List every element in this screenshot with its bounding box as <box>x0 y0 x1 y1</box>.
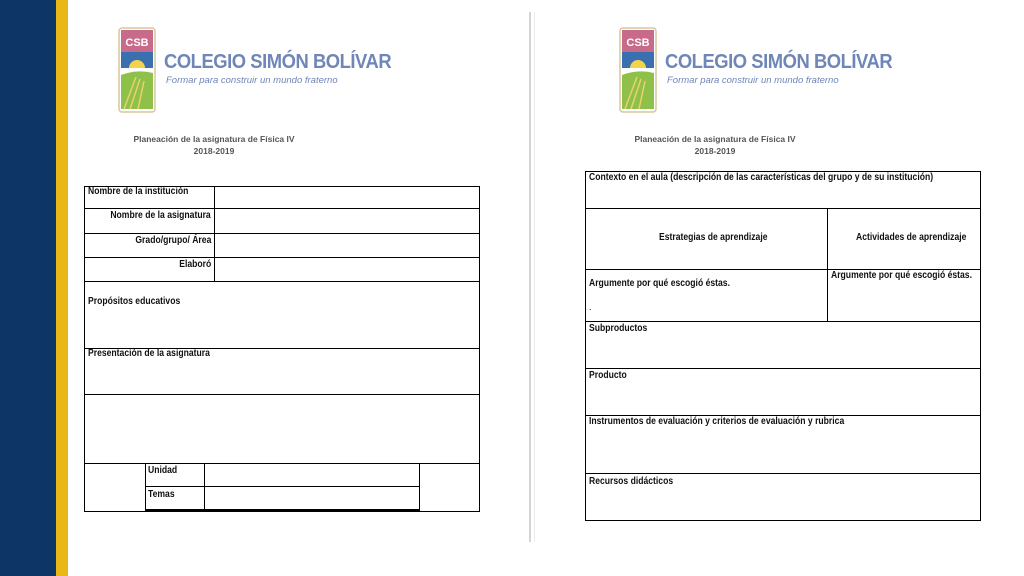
document-title: Planeación de la asignatura de Física IV <box>133 134 295 144</box>
label-grade: Grado/grupo/ Área <box>135 235 211 246</box>
document-year: 2018-2019 <box>193 146 235 156</box>
placeholder-dot: . <box>589 302 592 312</box>
label-subproducts: Subproductos <box>589 323 648 334</box>
school-motto: Formar para construir un mundo fraterno <box>166 75 338 86</box>
page-divider <box>529 12 531 542</box>
unit-table-mid-line <box>145 486 420 487</box>
row-line <box>84 257 480 258</box>
label-resources: Recursos didácticos <box>589 476 674 487</box>
label-institution: Nombre de la institución <box>88 186 189 197</box>
label-product: Producto <box>589 370 627 381</box>
label-author: Elaboró <box>178 259 211 270</box>
label-unit: Unidad <box>148 465 178 476</box>
label-argue-strategies: Argumente por qué escogió éstas. <box>589 278 730 289</box>
unit-table-bottom-line <box>145 509 420 511</box>
row-line <box>585 208 981 209</box>
row-line <box>585 321 981 322</box>
label-argue-activities: Argumente por qué escogió éstas. <box>831 270 972 281</box>
document-title-left <box>84 133 344 157</box>
right-form-table <box>585 171 981 521</box>
page-divider-shadow <box>534 12 535 542</box>
label-topics: Temas <box>148 489 175 500</box>
strategies-col-divider <box>827 208 828 322</box>
label-context: Contexto en el aula (descripción de las características del grupo y de su institución) <box>589 172 934 183</box>
document-title: Planeación de la asignatura de Física IV <box>634 134 796 144</box>
school-shield-icon <box>118 27 156 113</box>
school-name: COLEGIO SIMÓN BOLÍVAR <box>164 51 392 73</box>
row-line <box>585 473 981 474</box>
row-line <box>84 233 480 234</box>
document-title-right <box>585 133 845 157</box>
document-year: 2018-2019 <box>694 146 736 156</box>
row-line <box>84 394 480 395</box>
label-activities: Actividades de aprendizaje <box>856 232 967 243</box>
shield-abbrev: CSB <box>626 37 650 49</box>
label-subject: Nombre de la asignatura <box>110 210 211 221</box>
label-presentation: Presentación de la asignatura <box>88 348 210 359</box>
school-name: COLEGIO SIMÓN BOLÍVAR <box>665 51 893 73</box>
school-shield-icon <box>619 27 657 113</box>
label-strategies: Estrategias de aprendizaje <box>659 232 768 243</box>
row-line <box>84 281 480 282</box>
row-line <box>84 463 480 464</box>
label-purposes: Propósitos educativos <box>88 296 181 307</box>
left-form-col-divider <box>214 186 215 282</box>
shield-abbrev: CSB <box>125 37 149 49</box>
gold-side-bar <box>56 0 68 576</box>
navy-side-bar <box>0 0 56 576</box>
label-instruments: Instrumentos de evaluación y criterios de evaluación y rubrica <box>589 416 845 427</box>
row-line <box>585 368 981 369</box>
school-motto: Formar para construir un mundo fraterno <box>667 75 839 86</box>
row-line <box>84 208 480 209</box>
